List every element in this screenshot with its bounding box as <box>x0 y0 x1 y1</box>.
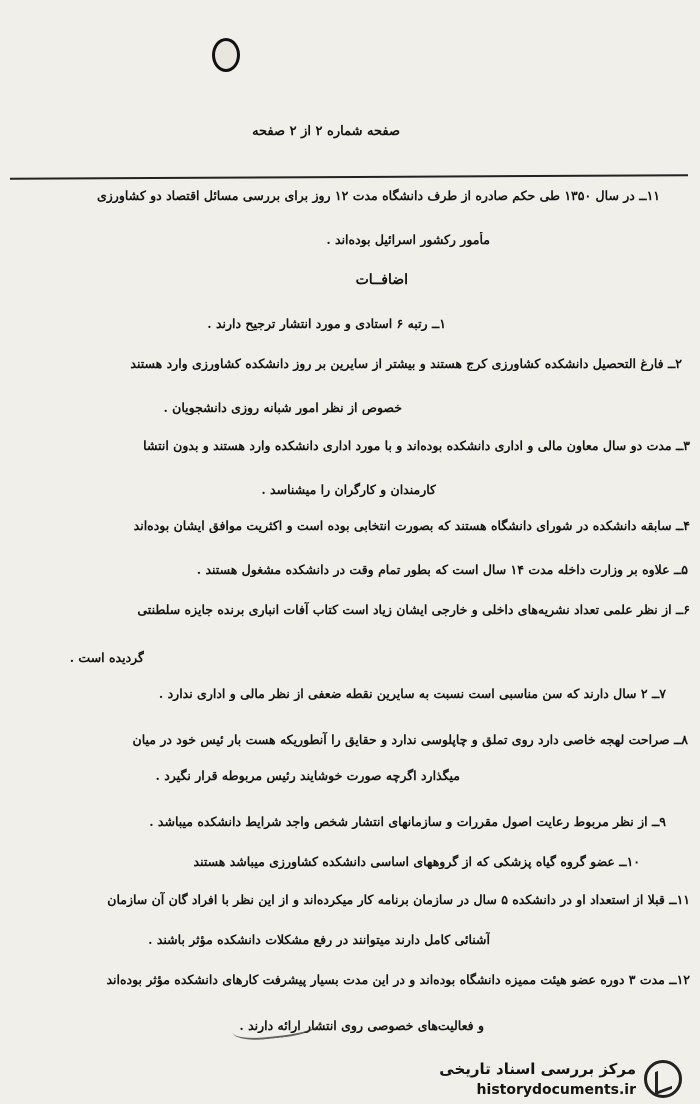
text-line: ۸ــ صراحت لهجه خاصی دارد روی تملق و چاپلوسی ندارد و حقایق را آنطوریکه هست بار ئیس خود در میان <box>132 732 688 747</box>
text-line: ۳ــ مدت دو سال معاون مالی و اداری دانشکده بوده‌اند و با مورد اداری دانشکده وارد هستند و بدون انتشا <box>143 438 690 453</box>
watermark <box>396 1058 686 1104</box>
text-line: میگذارد اگرچه صورت خوشایند رئیس مربوطه قرار نگیرد . <box>155 768 460 783</box>
text-line: ۶ــ از نظر علمی تعداد نشریه‌های داخلی و خارجی ایشان زیاد است کتاب آفات انباری برنده جایزه سلطنتی <box>137 602 690 617</box>
text-line: خصوص از نظر امور شبانه روزی دانشجویان . <box>163 400 402 415</box>
text-line: ۱ــ رتبه ۶ استادی و مورد انتشار ترجیح دارند . <box>207 316 446 331</box>
section-title: اضافــات <box>355 272 408 288</box>
text-line: ۷ــ ۲ سال دارند که سن مناسبی است نسبت به سایرین نقطه ضعفی از نظر مالی و اداری ندارد . <box>158 686 666 701</box>
text-line: ۱۱ــ قبلا از استعداد او در دانشکده ۵ سال در سازمان برنامه کار میکرده‌اند و از این نظر با افراد گان آن سازمان <box>107 892 690 907</box>
text-line: ۲ــ فارغ التحصیل دانشکده کشاورزی کرج هستند و بیشتر از سایرین بر روز دانشکده کشاورزی وارد هستند <box>130 356 682 371</box>
text-line: آشنائی کامل دارند میتوانند در رفع مشکلات دانشکده مؤثر باشند . <box>148 932 490 947</box>
text-line: کارمندان و کارگران را میشناسد . <box>261 482 436 497</box>
text-line: مأمور رکشور اسرائیل بوده‌اند . <box>326 232 490 247</box>
text-line: ۹ــ از نظر مربوط رعایت اصول مقررات و سازمانهای انتشار شخص واجد شرایط دانشکده میباشد . <box>149 814 666 829</box>
watermark-url: historydocuments.ir <box>476 1082 636 1098</box>
text-line: و فعالیت‌های خصوصی روی انتشار ارائه دارند . <box>239 1018 484 1033</box>
text-line: ۵ــ علاوه بر وزارت داخله مدت ۱۴ سال است که بطور تمام وقت در دانشکده مشغول هستند . <box>196 562 688 577</box>
text-line: گردیده است . <box>69 650 144 665</box>
text-line: ۴ــ سابقه دانشکده در شورای دانشگاه هستند که بصورت انتخابی بوده است و اکثریت موافق ایشان بوده‌اند <box>133 518 690 533</box>
header-rule <box>10 174 688 180</box>
punch-hole-mark <box>212 38 240 72</box>
text-line: ۱۲ــ مدت ۳ دوره عضو هیئت ممیزه دانشگاه بوده‌اند و در این مدت بسیار پیشرفت کارهای دانشکده مؤثر بوده‌اند <box>106 972 690 987</box>
archive-logo-icon <box>644 1060 682 1098</box>
text-line: ۱۱ــ در سال ۱۳۵۰ طی حکم صادره از طرف دانشگاه مدت ۱۲ روز برای بررسی مسائل اقتصاد دو کشاورزی <box>96 188 660 203</box>
text-line: ۱۰ــ عضو گروه گیاه پزشکی که از گروههای اساسی دانشکده کشاورزی میباشد هستند <box>193 854 640 869</box>
page-header: صفحه شماره ۲ از ۲ صفحه <box>252 124 400 139</box>
watermark-title: مرکز بررسی اسناد تاریخی <box>439 1060 636 1078</box>
signature-mark <box>231 1005 323 1042</box>
